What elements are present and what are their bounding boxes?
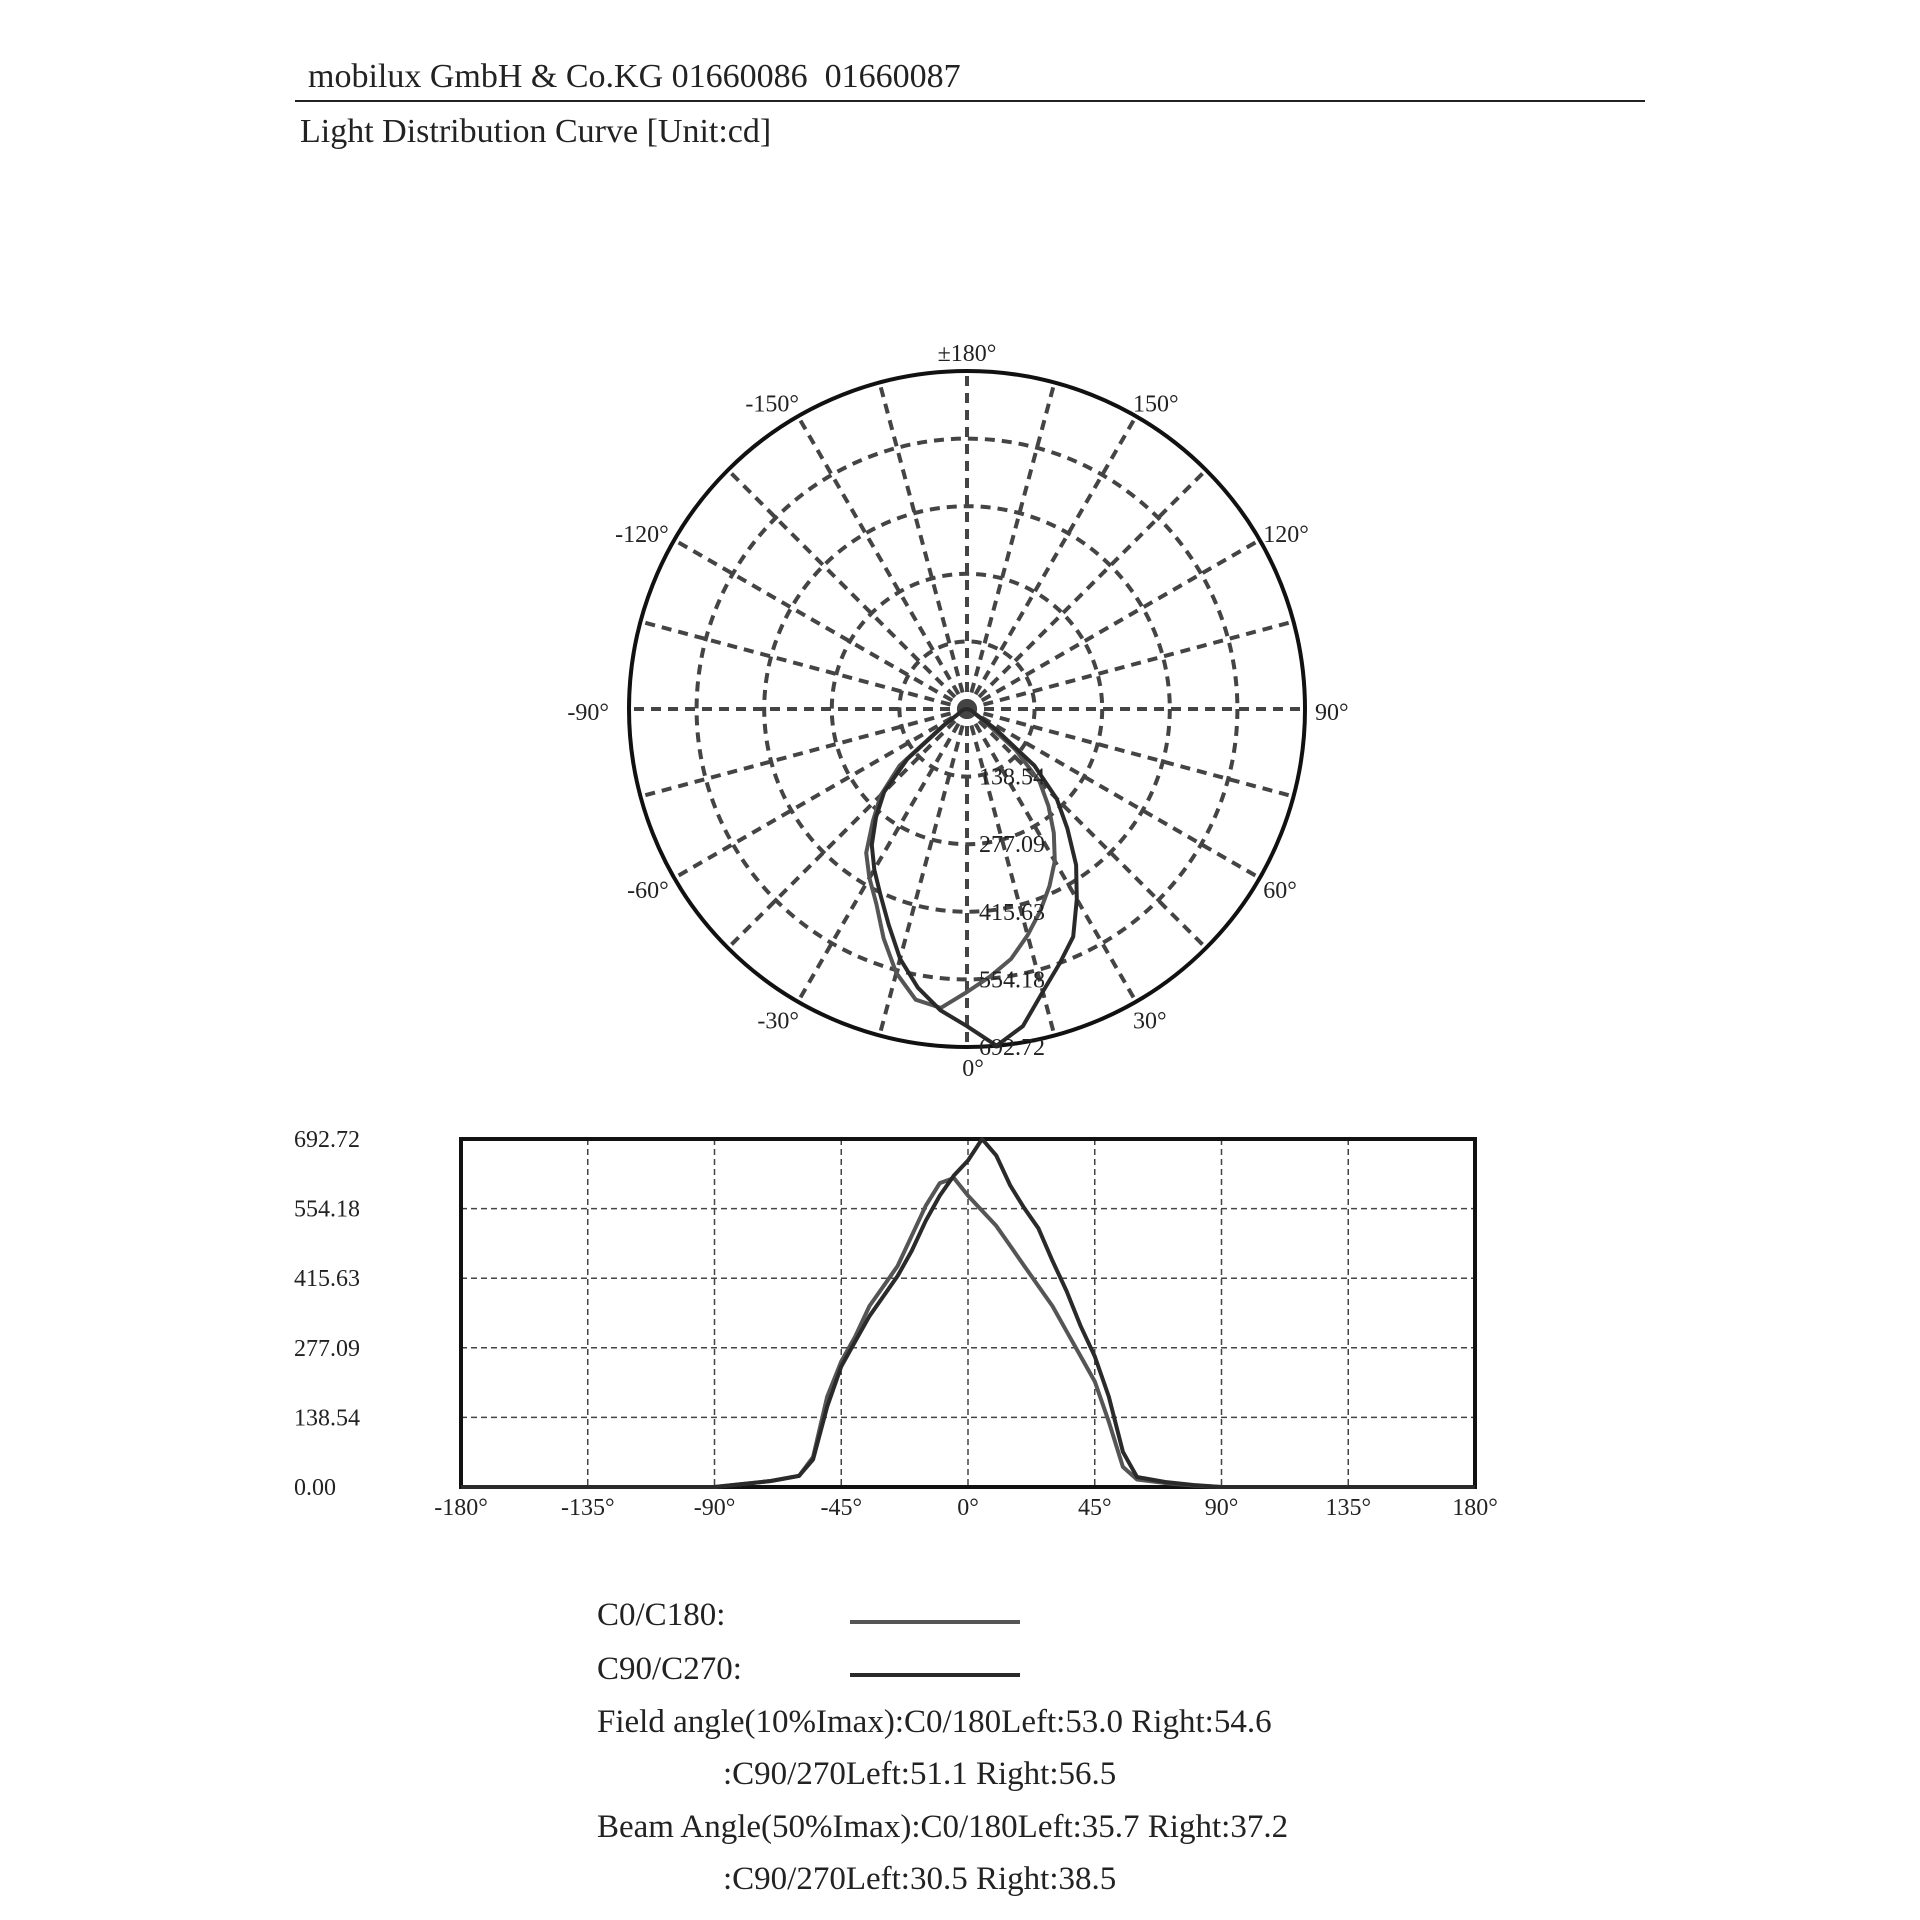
x-tick-label: -90° — [693, 1495, 736, 1521]
y-tick-label: 692.72 — [294, 1127, 360, 1153]
x-tick-label: 135° — [1325, 1495, 1372, 1521]
y-tick-label: 554.18 — [294, 1196, 360, 1223]
x-tick-label: 90° — [1204, 1495, 1239, 1521]
polar-angle-label: -60° — [627, 878, 669, 904]
polar-angle-label: -30° — [757, 1008, 799, 1035]
polar-angle-label: 90° — [1315, 700, 1349, 726]
polar-angle-label: 0° — [962, 1056, 984, 1082]
legend-c90-label: C90/C270: — [597, 1651, 742, 1687]
polar-angle-label: -150° — [745, 391, 799, 418]
header-title: mobilux GmbH & Co.KG 01660086 01660087 — [308, 58, 961, 95]
x-tick-label: -180° — [434, 1495, 488, 1521]
polar-angle-label: 120° — [1263, 522, 1309, 548]
polar-angle-label: ±180° — [937, 341, 997, 367]
beam-angle-c90: :C90/270Left:30.5 Right:38.5 — [723, 1861, 1117, 1897]
field-angle-c90: :C90/270Left:51.1 Right:56.5 — [723, 1756, 1117, 1792]
y-tick-label: 138.54 — [294, 1405, 360, 1432]
chart-subtitle: Light Distribution Curve [Unit:cd] — [300, 113, 772, 150]
polar-angle-label: 150° — [1133, 391, 1179, 418]
x-tick-label: 0° — [957, 1495, 979, 1521]
polar-angle-label: -90° — [567, 700, 609, 726]
x-tick-label: -45° — [820, 1495, 863, 1521]
x-tick-label: -135° — [560, 1495, 615, 1521]
polar-radial-label: 277.09 — [979, 832, 1045, 859]
field-angle-c0: Field angle(10%Imax):C0/180Left:53.0 Right:54.6 — [597, 1704, 1272, 1740]
line-labels — [294, 1127, 1498, 1521]
x-tick-label: 45° — [1077, 1495, 1112, 1521]
polar-radial-label: 692.72 — [979, 1035, 1045, 1061]
y-tick-label: 415.63 — [294, 1266, 360, 1293]
beam-angle-c0: Beam Angle(50%Imax):C0/180Left:35.7 Right:37.2 — [597, 1809, 1289, 1845]
polar-radial-label: 415.63 — [979, 899, 1045, 926]
polar-radial-label: 138.54 — [979, 764, 1045, 791]
line-grid — [461, 1139, 1475, 1487]
polar-radial-label: 554.18 — [979, 967, 1045, 994]
polar-angle-label: 60° — [1263, 878, 1297, 904]
polar-angle-label: -120° — [615, 522, 669, 548]
x-tick-label: 180° — [1452, 1495, 1498, 1521]
y-tick-label: 277.09 — [294, 1335, 360, 1362]
legend-c0-label: C0/C180: — [597, 1597, 726, 1633]
y-tick-label: 0.00 — [294, 1475, 336, 1501]
polar-angle-label: 30° — [1133, 1008, 1167, 1035]
